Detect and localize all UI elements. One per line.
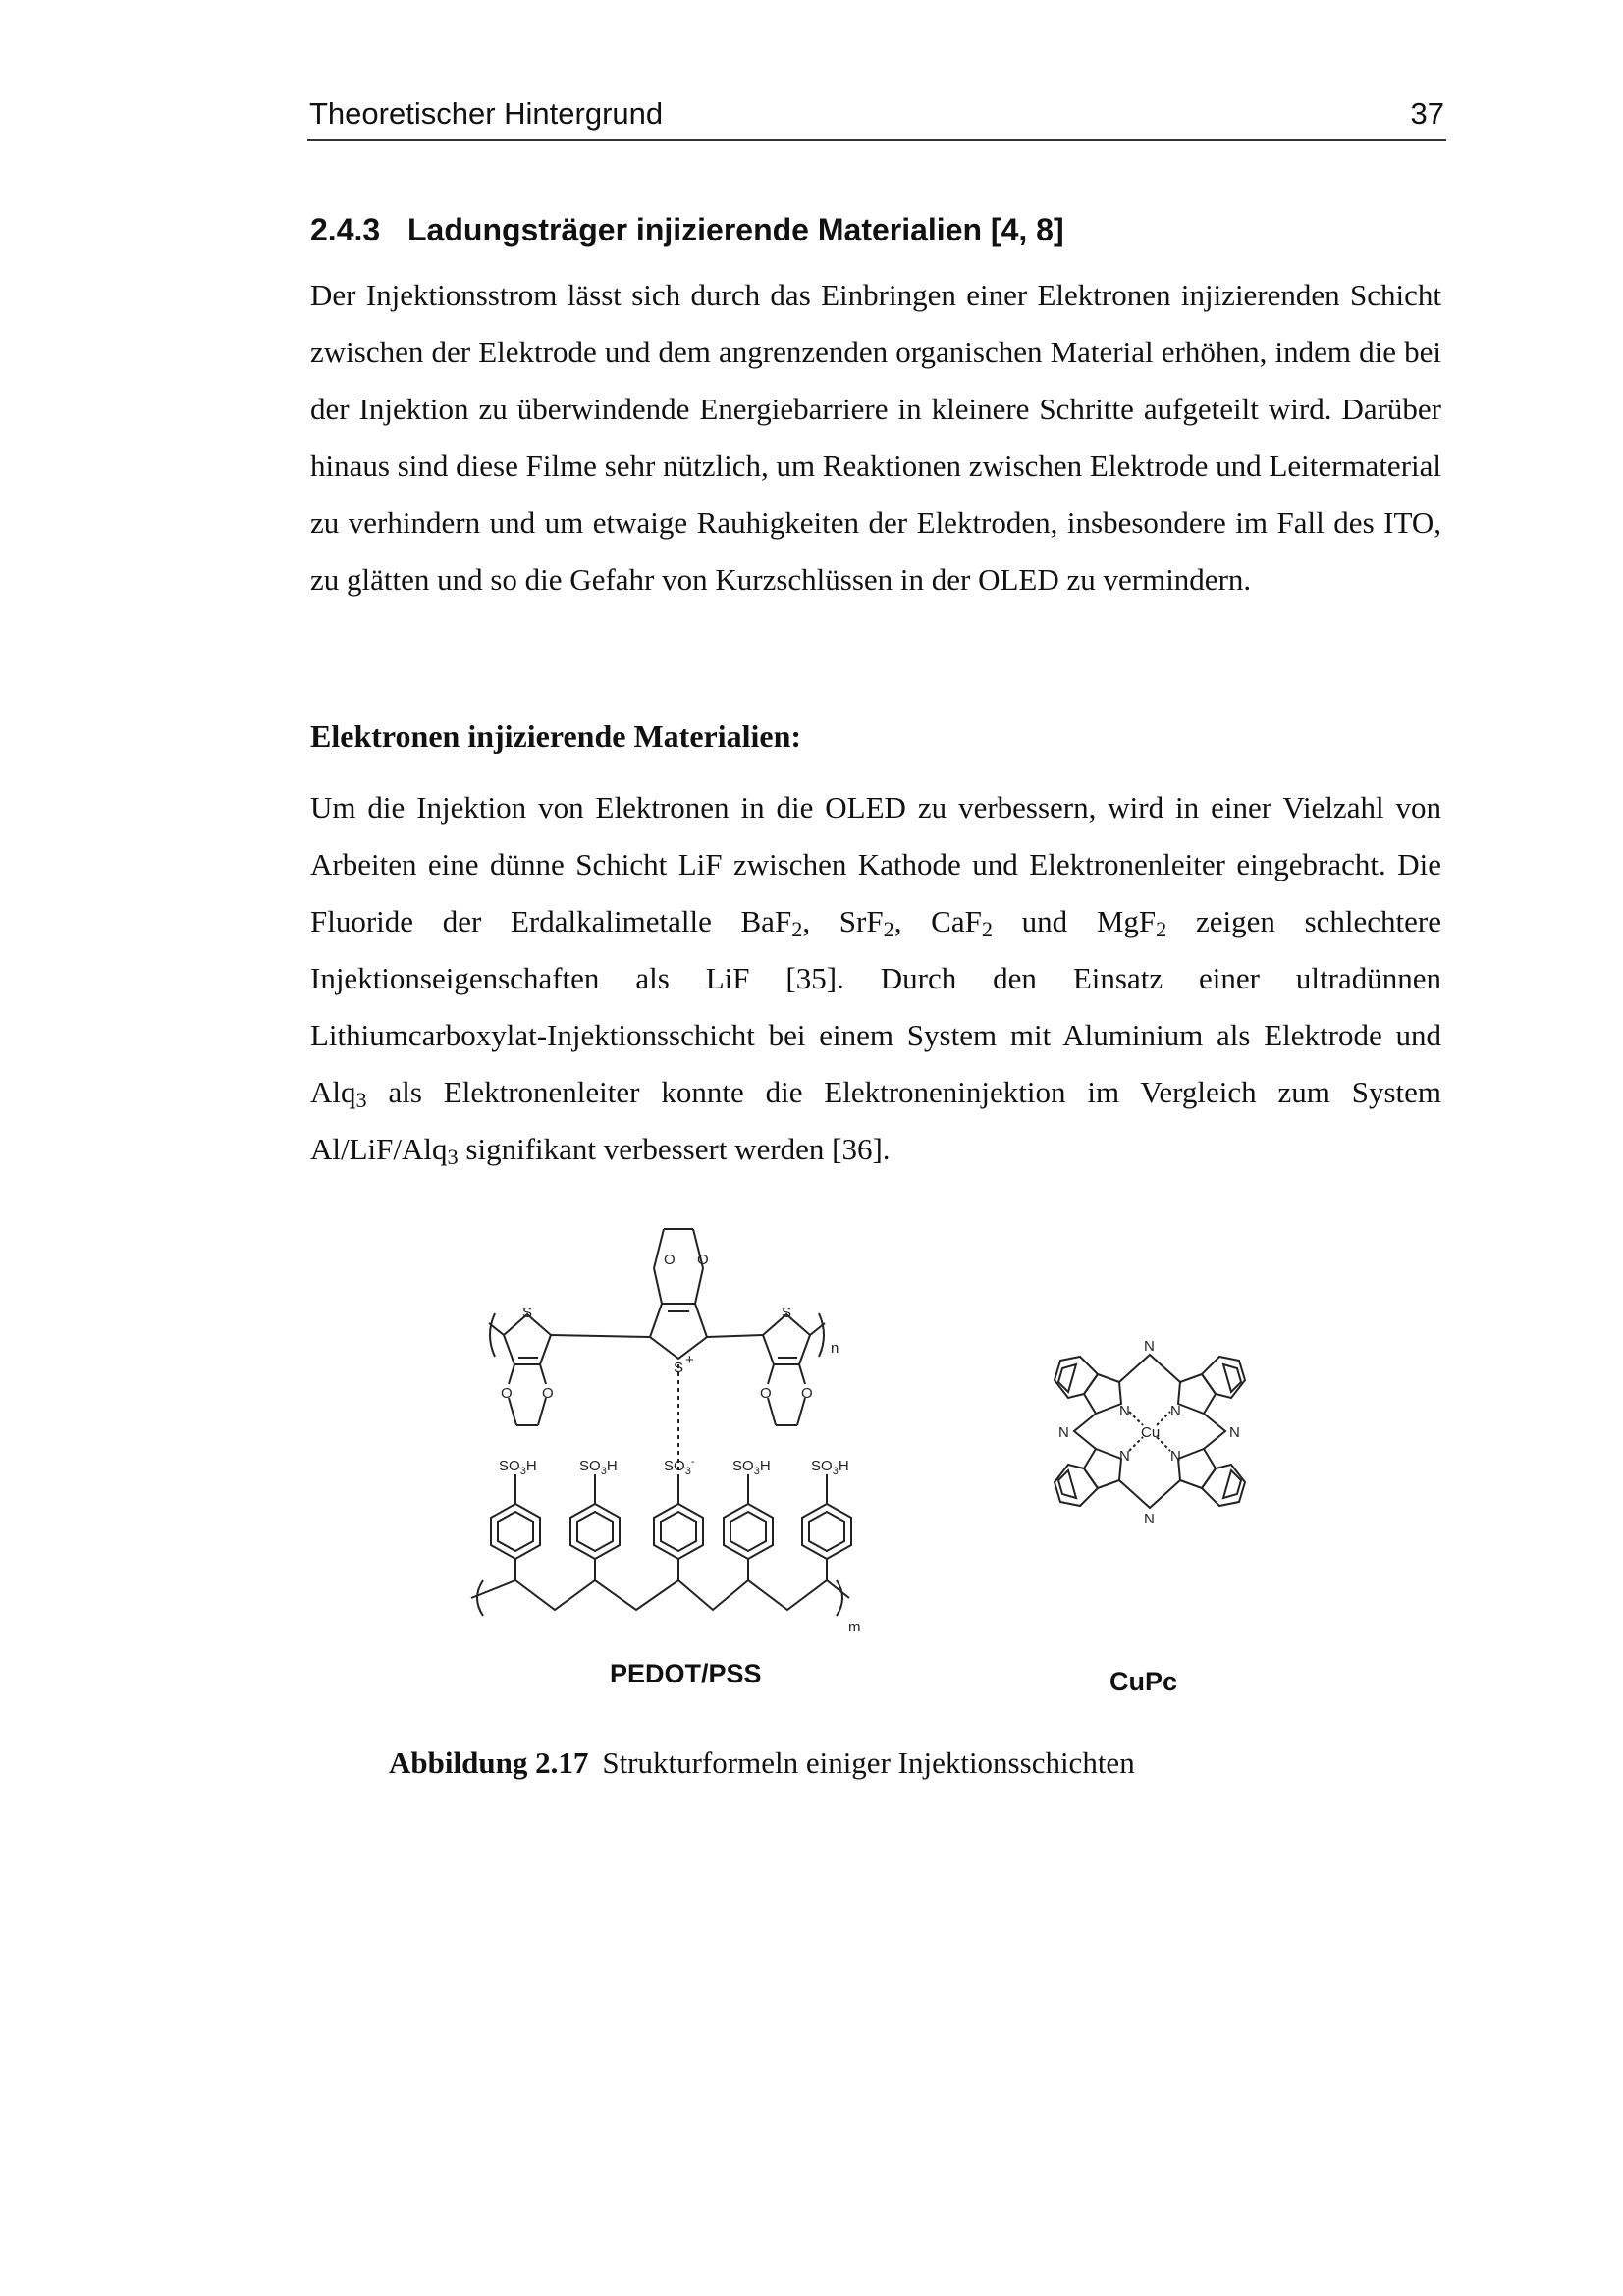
atom-nitrogen: N — [1119, 1448, 1130, 1465]
paragraph-2-text: als Elektronenleiter konnte die Elektroneninjektion im Vergleich zum System Al/LiF/Alq — [310, 1075, 1441, 1166]
paragraph-2-text: signifikant verbessert werden [36]. — [458, 1132, 891, 1166]
structure-figure — [461, 1207, 1286, 1708]
caption-label: Abbildung 2.17 — [389, 1745, 589, 1780]
charge-plus: + — [685, 1352, 694, 1368]
atom-oxygen: O — [501, 1385, 513, 1402]
repeat-index-n: n — [831, 1340, 839, 1357]
atom-oxygen: O — [542, 1385, 554, 1402]
atom-nitrogen: N — [1170, 1403, 1181, 1419]
atom-oxygen: O — [664, 1252, 676, 1268]
sulfonic-acid-group: $SO_3H$ — [579, 1458, 618, 1477]
subscript: 3 — [355, 1087, 367, 1112]
paragraph-2-text: , SrF — [802, 904, 884, 938]
atom-oxygen: O — [697, 1252, 709, 1268]
section-title: Ladungsträger injizierende Materialien [4, 8] — [407, 212, 1064, 247]
page-number: 37 — [1410, 96, 1444, 131]
sulfonic-acid-group: $SO_3H$ — [811, 1458, 849, 1477]
paragraph-2-text: zeigen schlechtere Injektionseigenschaften als LiF [35]. Durch den Einsatz einer ultradünnen Lithiumcarboxylat-Injektionsschicht bei einem System mit Aluminium als Elektrode und Alq — [310, 904, 1441, 1109]
paragraph-2 — [310, 779, 1441, 1178]
figure-caption — [389, 1745, 1135, 1781]
atom-nitrogen: N — [1144, 1511, 1155, 1527]
section-heading — [310, 212, 1064, 248]
subscript: 2 — [1156, 916, 1167, 941]
header-title: Theoretischer Hintergrund — [309, 96, 664, 131]
atom-oxygen: O — [760, 1385, 772, 1402]
atom-sulfur: S — [674, 1360, 684, 1376]
paragraph-1: Der Injektionsstrom lässt sich durch das Einbringen einer Elektronen injizierenden Schicht zwischen der Elektrode und dem angrenzenden organischen Material erhöhen, indem die bei der Injektion zu überwindende Energiebarriere in kleinere Schritte aufgeteilt wird. Darüber hinaus sind diese Filme sehr nützlich, um Reaktionen zwischen Elektrode und Leitermaterial zu verhindern und um etwaige Rauhigkeiten der Elektroden, insbesondere im Fall des ITO, zu glätten und so die Gefahr von Kurzschlüssen in der OLED zu vermindern. — [310, 278, 1441, 597]
atom-oxygen: O — [801, 1385, 813, 1402]
atom-nitrogen: N — [1144, 1338, 1155, 1355]
atom-nitrogen: N — [1119, 1403, 1130, 1419]
atom-sulfur: S — [782, 1305, 792, 1321]
subscript: 2 — [883, 916, 894, 941]
pedot-pss-structure — [471, 1229, 851, 1616]
running-header — [307, 94, 1446, 141]
structural-formulas — [461, 1207, 1286, 1669]
sulfonic-acid-group: $SO_3H$ — [499, 1458, 537, 1477]
pedot-pss-atom-labels — [499, 1252, 861, 1635]
cupc-label: CuPc — [1109, 1667, 1178, 1696]
atom-nitrogen: N — [1229, 1424, 1240, 1441]
subscript: 3 — [447, 1144, 459, 1169]
subscript: 2 — [981, 916, 993, 941]
sulfonate-group: $SO_3^-$ — [664, 1456, 695, 1477]
repeat-index-m: m — [848, 1619, 861, 1635]
subscript: 2 — [791, 916, 803, 941]
paragraph-2-text: , CaF — [893, 904, 982, 938]
atom-nitrogen: N — [1170, 1448, 1181, 1465]
pedot-pss-label: PEDOT/PSS — [610, 1659, 762, 1688]
paragraph-2-text: und MgF — [993, 904, 1157, 938]
sulfonic-acid-group: $SO_3H$ — [732, 1458, 771, 1477]
caption-text: Strukturformeln einiger Injektionsschichten — [602, 1745, 1135, 1780]
atom-sulfur: S — [522, 1305, 533, 1321]
paragraph-2-text: Um die Injektion von Elektronen in die OLED zu verbessern, wird in einer Vielzahl von Arbeiten eine dünne Schicht LiF zwischen Kathode und Elektronenleiter eingebracht. Die Fluoride der Erdalkalimetalle BaF — [310, 790, 1441, 938]
section-number: 2.4.3 — [310, 212, 381, 247]
atom-copper: Cu — [1141, 1424, 1161, 1441]
atom-nitrogen: N — [1058, 1424, 1069, 1441]
subheading: Elektronen injizierende Materialien: — [310, 719, 802, 754]
